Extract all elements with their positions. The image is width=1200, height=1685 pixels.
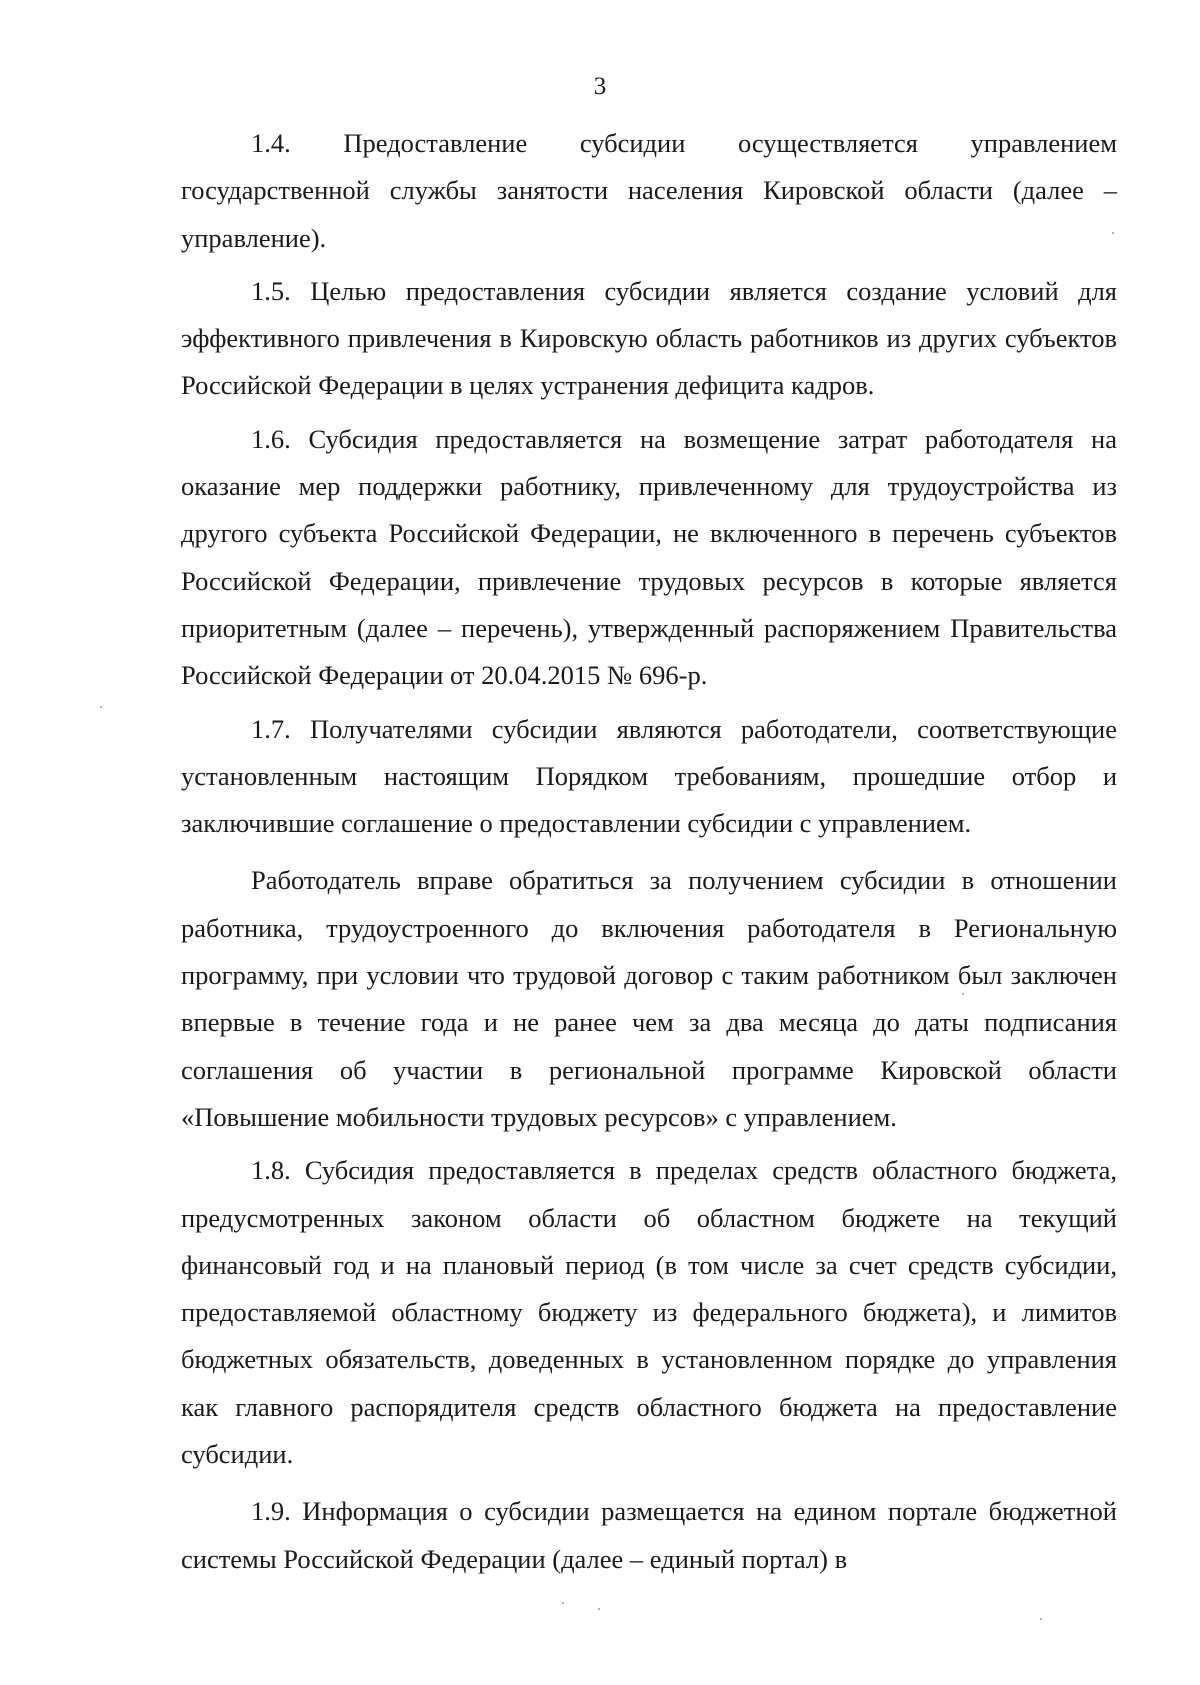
scan-speck (100, 706, 102, 708)
paragraph-1-7: 1.7. Получателями субсидии являются работодатели, соответствующие установленным настоящим Порядком требованиям, прошедшие отбор и заключившие соглашение о предоставлении субсидии с управлением. (181, 713, 1117, 839)
document-body (181, 120, 1117, 1583)
scan-speck (562, 1602, 564, 1604)
scan-speck (598, 1608, 600, 1610)
paragraph-1-8: 1.8. Субсидия предоставляется в пределах средств областного бюджета, предусмотренных законом области об областном бюджете на текущий финансовый год и на плановый период (в том числе за счет средств субсидии, предоставляемой областному бюджету из федерального бюджета), и лимитов бюджетных обязательств, доведенных в установленном порядке до управления как главного распорядителя средств областного бюджета на предоставление субсидии. (181, 1155, 1117, 1470)
paragraph-1-6: 1.6. Субсидия предоставляется на возмещение затрат работодателя на оказание мер поддержки работнику, привлеченному для трудоустройства из другого субъекта Российской Федерации, не включенного в перечень субъектов Российской Федерации, привлечение трудовых ресурсов в которые является приоритетным (далее – перечень), утвержденный распоряжением Правительства Российской Федерации от 20.04.2015 № 696-р. (181, 423, 1117, 691)
page-number: 3 (593, 73, 607, 100)
paragraph-1-9: 1.9. Информация о субсидии размещается на едином портале бюджетной системы Российской Федерации (далее – единый портал) в (181, 1496, 1117, 1574)
scan-speck (1112, 232, 1114, 234)
scan-speck (962, 993, 964, 995)
scan-speck (1040, 1618, 1042, 1620)
paragraph-employer-right: Работодатель вправе обратиться за получением субсидии в отношении работника, трудоустроенного до включения работодателя в Региональную программу, при условии что трудовой договор с таким работником был заключен впервые в течение года и не ранее чем за два месяца до даты подписания соглашения об участии в региональной программе Кировской области «Повышение мобильности трудовых ресурсов» с управлением. (181, 865, 1117, 1132)
paragraph-1-5: 1.5. Целью предоставления субсидии является создание условий для эффективного привлечения в Кировскую область работников из других субъектов Российской Федерации в целях устранения дефицита кадров. (181, 275, 1117, 401)
paragraph-1-4: 1.4. Предоставление субсидии осуществляется управлением государственной службы занятости населения Кировской области (далее – управление). (181, 128, 1117, 253)
